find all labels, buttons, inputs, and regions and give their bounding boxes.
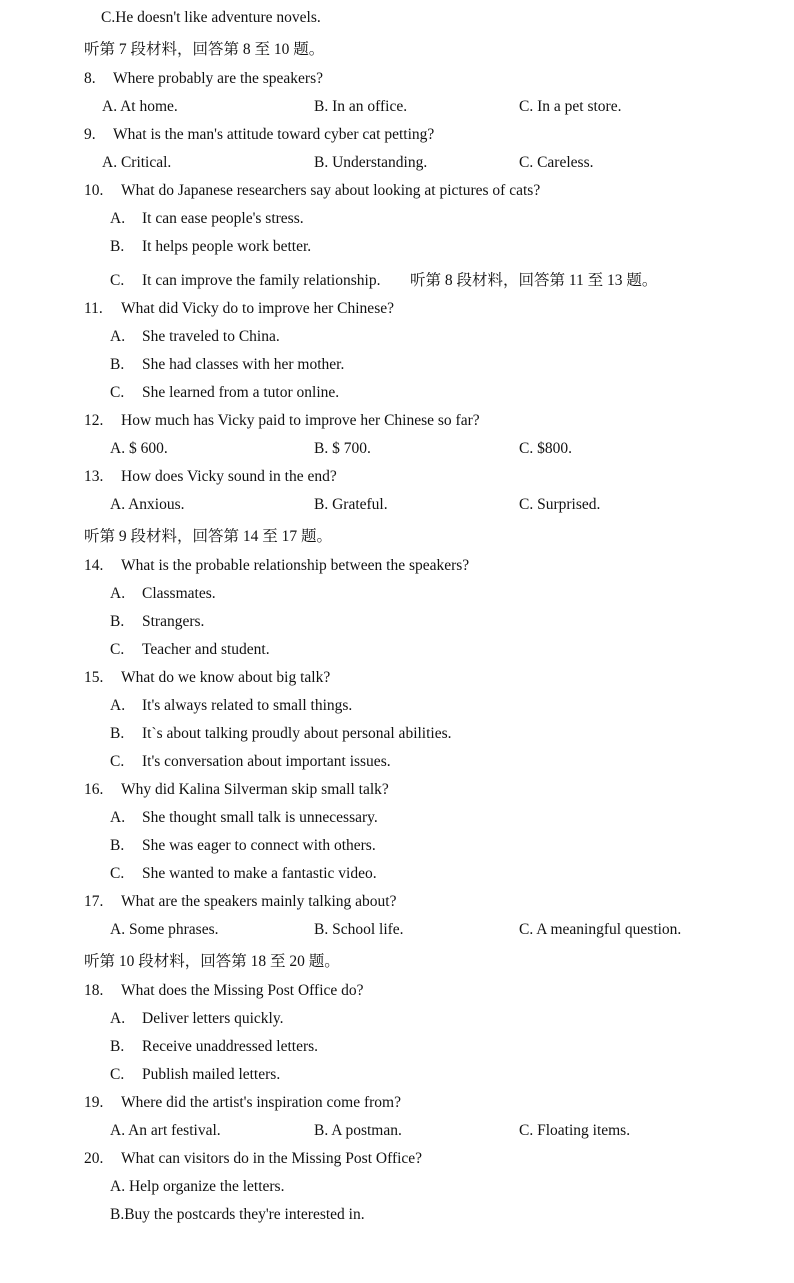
- option-b: B. Understanding.: [314, 154, 428, 171]
- option-a: A. Some phrases.: [110, 921, 219, 938]
- option-letter: A.: [110, 328, 126, 345]
- question-number: 19.: [84, 1094, 104, 1111]
- option-b: B. In an office.: [314, 98, 408, 115]
- question-text: How does Vicky sound in the end?: [121, 468, 337, 485]
- question-number: 20.: [84, 1150, 104, 1167]
- question-number: 17.: [84, 893, 104, 910]
- option-text: She thought small talk is unnecessary.: [142, 809, 378, 826]
- option-b: B. A postman.: [314, 1122, 402, 1139]
- option-letter: B.: [110, 725, 125, 742]
- section-heading-10: 听第 10 段材料，回答第 18 至 20 题。: [84, 953, 340, 970]
- question-number: 9.: [84, 126, 96, 143]
- option-text: She had classes with her mother.: [142, 356, 345, 373]
- option-letter: C.: [110, 865, 125, 882]
- option-text: She was eager to connect with others.: [142, 837, 376, 854]
- option-c: C. Surprised.: [519, 496, 601, 513]
- question-number: 10.: [84, 182, 104, 199]
- option-a: A. An art festival.: [110, 1122, 221, 1139]
- option-c: C. Careless.: [519, 154, 594, 171]
- option-b: B. $ 700.: [314, 440, 371, 457]
- option-text: She traveled to China.: [142, 328, 280, 345]
- section-heading-8: 听第 8 段材料，回答第 11 至 13 题。: [410, 272, 658, 289]
- question-text: How much has Vicky paid to improve her Chinese so far?: [121, 412, 480, 429]
- option-b: B.Buy the postcards they're interested in.: [110, 1206, 365, 1223]
- option-b: B. Grateful.: [314, 496, 388, 513]
- option-text: She wanted to make a fantastic video.: [142, 865, 377, 882]
- question-text: Where did the artist's inspiration come from?: [121, 1094, 401, 1111]
- option-text: It can improve the family relationship.: [142, 272, 381, 289]
- question-text: Where probably are the speakers?: [113, 70, 323, 87]
- option-letter: C.: [110, 641, 125, 658]
- option-text: Strangers.: [142, 613, 205, 630]
- option-text: Deliver letters quickly.: [142, 1010, 284, 1027]
- option-a: A. Anxious.: [110, 496, 185, 513]
- option-text: It can ease people's stress.: [142, 210, 304, 227]
- question-number: 12.: [84, 412, 104, 429]
- option-letter: A.: [110, 585, 126, 602]
- option-letter: B.: [110, 238, 125, 255]
- option-letter: B.: [110, 356, 125, 373]
- option-a: A. Help organize the letters.: [110, 1178, 285, 1195]
- option-b: B. School life.: [314, 921, 404, 938]
- question-text: What is the man's attitude toward cyber cat petting?: [113, 126, 435, 143]
- option-letter: B.: [110, 837, 125, 854]
- option-letter: A.: [110, 697, 126, 714]
- option-text: Teacher and student.: [142, 641, 270, 658]
- question-text: Why did Kalina Silverman skip small talk?: [121, 781, 389, 798]
- option-a: A. Critical.: [102, 154, 172, 171]
- question-number: 15.: [84, 669, 104, 686]
- option-text: It's conversation about important issues.: [142, 753, 391, 770]
- question-text: What do we know about big talk?: [121, 669, 331, 686]
- question-text: What do Japanese researchers say about looking at pictures of cats?: [121, 182, 541, 199]
- option-text: Classmates.: [142, 585, 216, 602]
- option-c: C. $800.: [519, 440, 572, 457]
- option-a: A. $ 600.: [110, 440, 168, 457]
- option-text: She learned from a tutor online.: [142, 384, 340, 401]
- option-letter: A.: [110, 809, 126, 826]
- question-text: What does the Missing Post Office do?: [121, 982, 364, 999]
- question-text: What are the speakers mainly talking about?: [121, 893, 397, 910]
- question-number: 14.: [84, 557, 104, 574]
- question-number: 16.: [84, 781, 104, 798]
- option-text: It's always related to small things.: [142, 697, 353, 714]
- option-text: It`s about talking proudly about personal abilities.: [142, 725, 452, 742]
- option-c: C. In a pet store.: [519, 98, 622, 115]
- option-c: C. Floating items.: [519, 1122, 631, 1139]
- option-a: A. At home.: [102, 98, 178, 115]
- question-text: What did Vicky do to improve her Chinese?: [121, 300, 394, 317]
- question-number: 18.: [84, 982, 104, 999]
- option-letter: C.: [110, 1066, 125, 1083]
- question-text: What can visitors do in the Missing Post Office?: [121, 1150, 423, 1167]
- option-letter: A.: [110, 210, 126, 227]
- option-letter: B.: [110, 1038, 125, 1055]
- question-number: 8.: [84, 70, 96, 87]
- option-letter: A.: [110, 1010, 126, 1027]
- section-heading-9: 听第 9 段材料，回答第 14 至 17 题。: [84, 528, 333, 545]
- option-letter: B.: [110, 613, 125, 630]
- option-text: Publish mailed letters.: [142, 1066, 281, 1083]
- previous-question-option-c: C.He doesn't like adventure novels.: [101, 9, 321, 26]
- section-heading-7: 听第 7 段材料，回答第 8 至 10 题。: [84, 41, 325, 58]
- question-text: What is the probable relationship between the speakers?: [121, 557, 470, 574]
- question-number: 13.: [84, 468, 104, 485]
- option-text: Receive unaddressed letters.: [142, 1038, 319, 1055]
- option-text: It helps people work better.: [142, 238, 312, 255]
- question-number: 11.: [84, 300, 103, 317]
- option-letter: C.: [110, 753, 125, 770]
- option-letter: C.: [110, 272, 125, 289]
- option-c: C. A meaningful question.: [519, 921, 682, 938]
- option-letter: C.: [110, 384, 125, 401]
